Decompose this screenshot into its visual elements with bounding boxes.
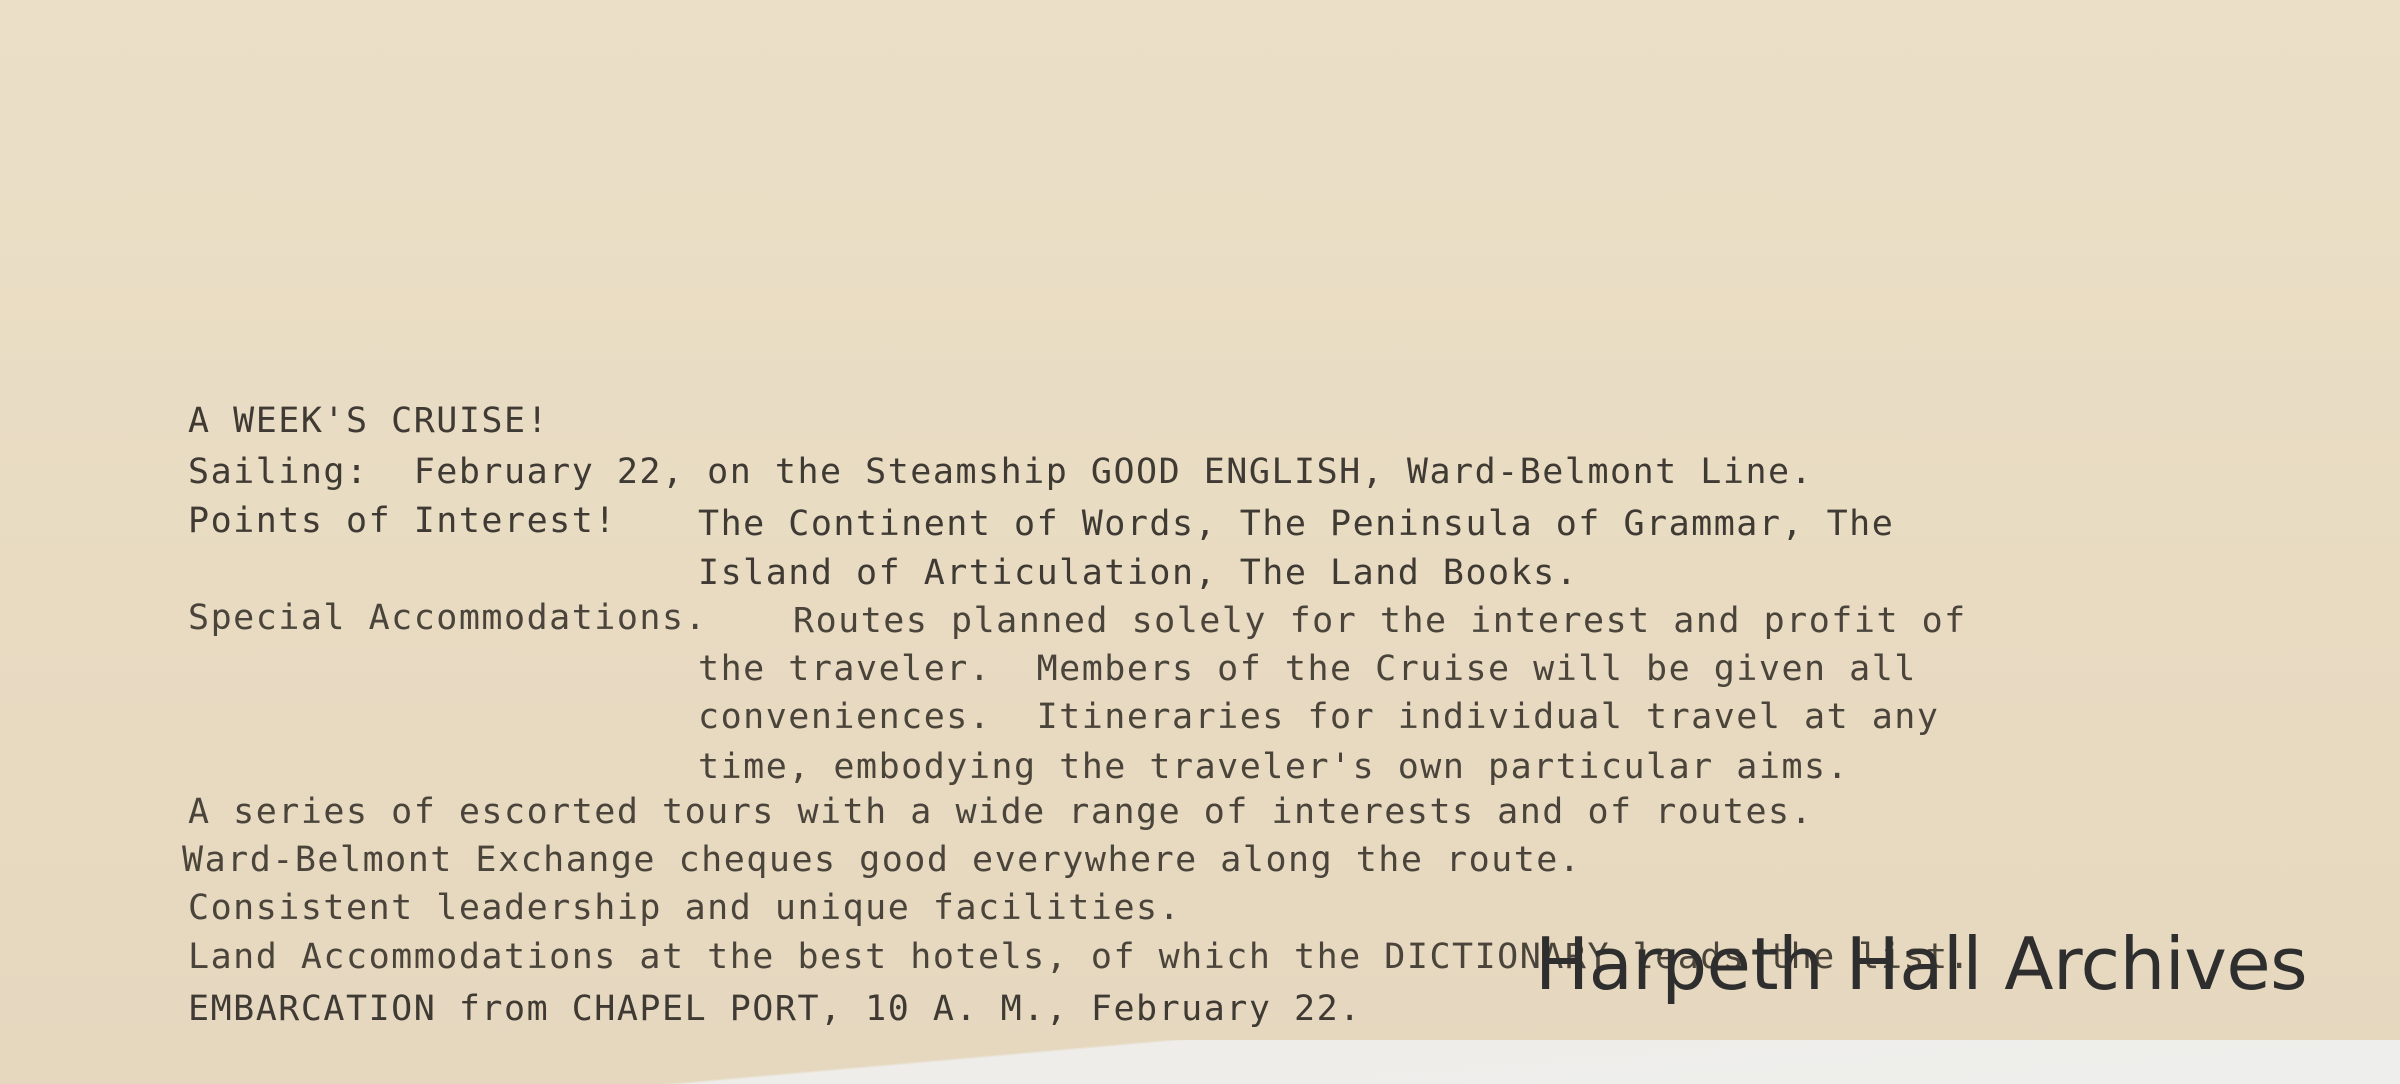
special-accommodations-line-2: the traveler. Members of the Cruise will be given all <box>698 649 1917 689</box>
points-of-interest-label: Points of Interest! <box>188 501 617 541</box>
special-accommodations-line-3: conveniences. Itineraries for individual travel at any <box>698 697 1940 737</box>
special-accommodations-line-1: Routes planned solely for the interest and profit of <box>793 601 1967 641</box>
special-accommodations-label: Special Accommodations. <box>188 598 708 638</box>
escorted-tours-line: A series of escorted tours with a wide range of interests and of routes. <box>188 792 1814 832</box>
embarcation-line: EMBARCATION from CHAPEL PORT, 10 A. M., February 22. <box>188 989 1362 1029</box>
document-heading: A WEEK'S CRUISE! <box>188 401 550 441</box>
sailing-line: Sailing: February 22, on the Steamship GOOD ENGLISH, Ward-Belmont Line. <box>188 452 1814 492</box>
leadership-line: Consistent leadership and unique facilities. <box>188 888 1182 928</box>
points-of-interest-line-2: Island of Articulation, The Land Books. <box>698 553 1579 593</box>
exchange-cheques-line: Ward-Belmont Exchange cheques good everywhere along the route. <box>182 840 1582 880</box>
archive-watermark: Harpeth Hall Archives <box>1535 922 2308 1006</box>
land-accommodations-line: Land Accommodations at the best hotels, of which the DICTIONARY leads the list. <box>188 937 1972 977</box>
special-accommodations-line-4: time, embodying the traveler's own particular aims. <box>698 747 1850 787</box>
points-of-interest-line-1: The Continent of Words, The Peninsula of Grammar, The <box>698 504 1895 544</box>
scan-edge <box>0 1040 2400 1084</box>
